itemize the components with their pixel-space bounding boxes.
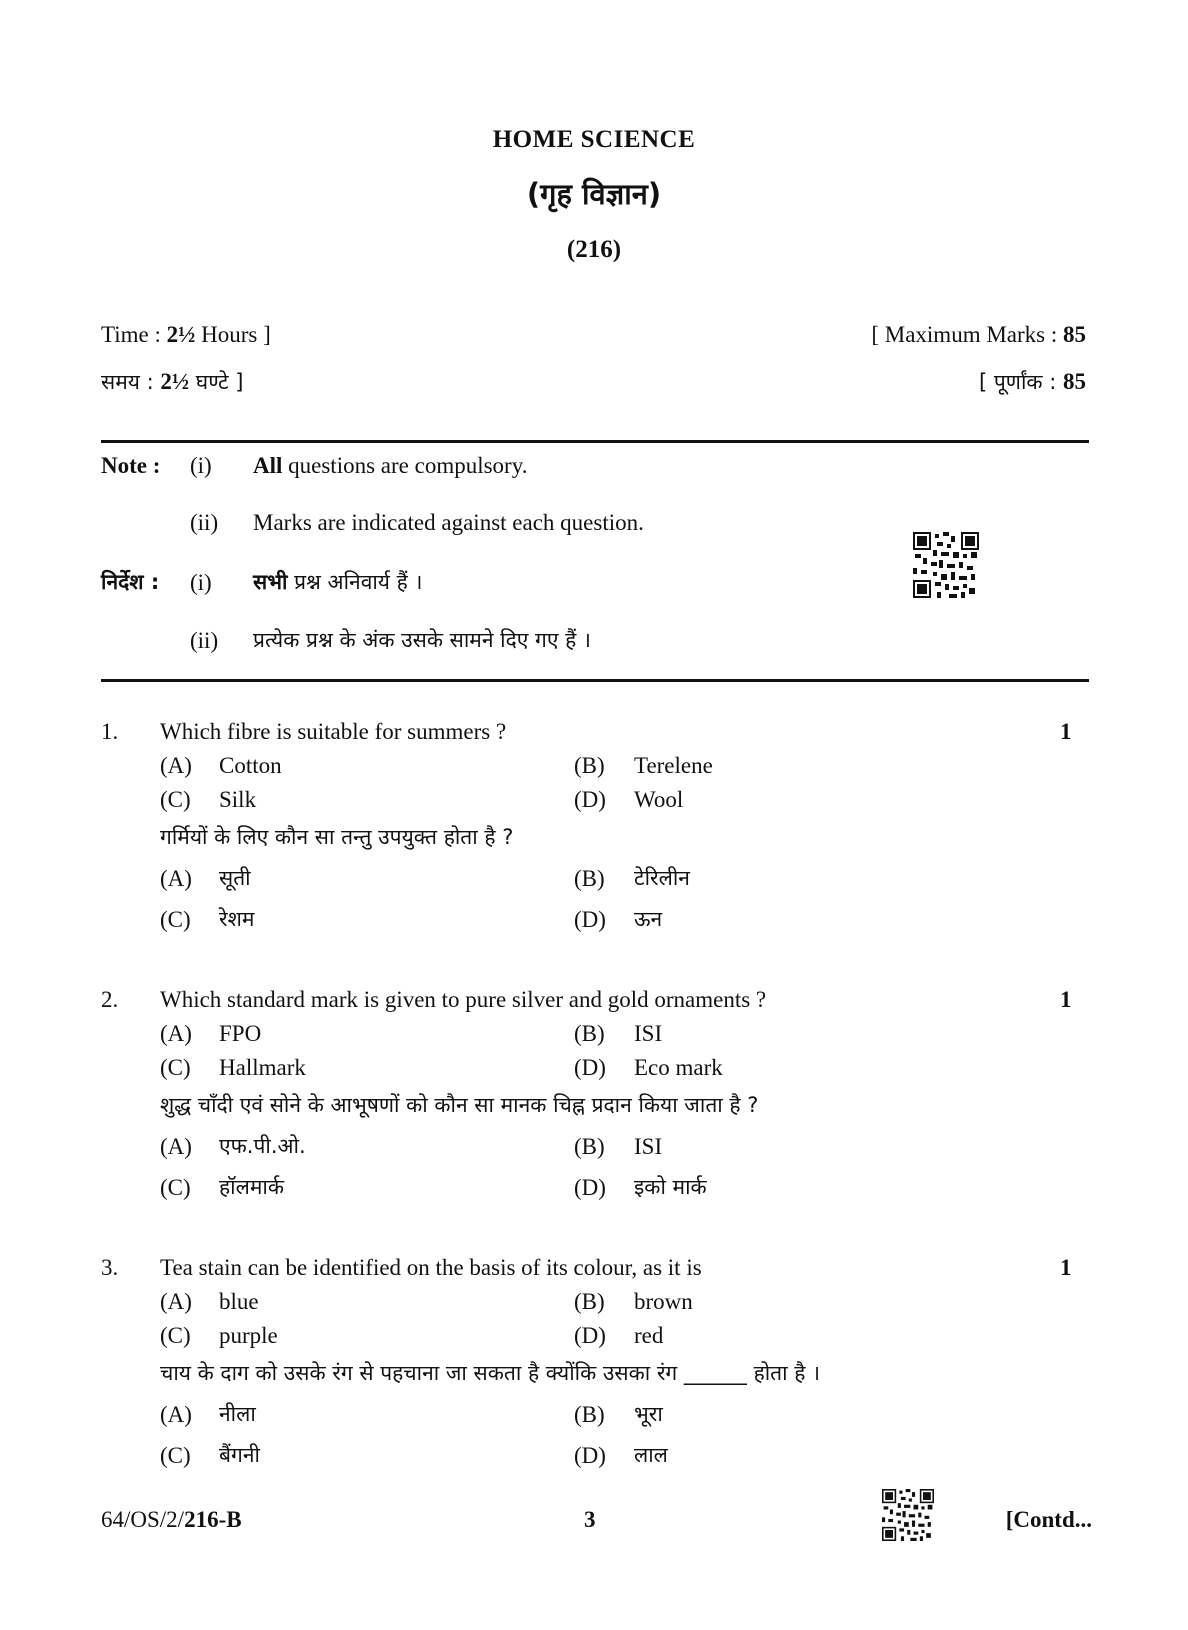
nirdesh-ii-text: प्रत्येक प्रश्न के अंक उसके सामने दिए गए हैं ।	[253, 628, 591, 652]
nirdesh-ii-number: (ii)	[190, 628, 219, 653]
option-letter: (D)	[574, 1175, 606, 1200]
max-marks-label: [ Maximum Marks :	[871, 322, 1063, 347]
option-text: FPO	[219, 1021, 262, 1046]
time-hindi	[101, 368, 243, 396]
paper-code	[101, 1507, 242, 1533]
option-text: brown	[634, 1289, 693, 1314]
time-english	[101, 322, 271, 348]
time-label: Time :	[101, 322, 167, 347]
time-value: 2½	[166, 322, 196, 347]
question-number: 2.	[101, 987, 119, 1012]
option-text: Silk	[219, 787, 257, 812]
option-letter: (A)	[160, 1289, 192, 1314]
option-text: Eco mark	[634, 1055, 723, 1080]
option-text-hindi: बैंगनी	[219, 1443, 260, 1467]
option-letter: (B)	[574, 1289, 605, 1314]
option-letter: (D)	[574, 1443, 606, 1468]
question-marks: 1	[1060, 987, 1072, 1012]
note-i-rest: questions are compulsory.	[282, 453, 528, 478]
question-text: Which fibre is suitable for summers ?	[160, 719, 507, 744]
max-marks-hindi-label: [ पूर्णांक :	[979, 370, 1063, 394]
option-text: Wool	[634, 787, 684, 812]
option-letter: (A)	[160, 753, 192, 778]
subject-title: HOME SCIENCE	[492, 126, 696, 153]
nirdesh-i-text	[253, 568, 422, 596]
option-text-hindi: एफ.पी.ओ.	[219, 1134, 306, 1158]
nirdesh-i-bold: सभी	[253, 570, 288, 594]
subject-title-hindi: (गृह विज्ञान)	[526, 177, 662, 211]
note-label: Note :	[101, 453, 161, 478]
option-text-hindi: भूरा	[634, 1402, 663, 1426]
question-marks: 1	[1060, 1255, 1072, 1280]
question-text-hindi: गर्मियों के लिए कौन सा तन्तु उपयुक्त होता है ?	[160, 825, 514, 849]
question-text: Tea stain can be identified on the basis of its colour, as it is	[160, 1255, 702, 1280]
option-text: Hallmark	[219, 1055, 306, 1080]
note-i-text	[253, 453, 527, 479]
option-text: Cotton	[219, 753, 282, 778]
time-hindi-label: समय :	[101, 370, 161, 394]
option-text: purple	[219, 1323, 278, 1348]
option-text-hindi: सूती	[219, 866, 251, 890]
nirdesh-label: निर्देश :	[101, 570, 160, 594]
question-number: 1.	[101, 719, 119, 744]
continued-label: [Contd...	[1005, 1507, 1092, 1532]
option-letter: (A)	[160, 866, 192, 891]
option-text-hindi: नीला	[219, 1402, 256, 1426]
option-letter: (A)	[160, 1134, 192, 1159]
option-letter: (D)	[574, 1055, 606, 1080]
option-letter: (B)	[574, 753, 605, 778]
nirdesh-i-rest: प्रश्न अनिवार्य हैं ।	[287, 570, 423, 594]
subject-code: (216)	[566, 236, 622, 263]
option-text-hindi: ISI	[634, 1134, 663, 1159]
question-number: 3.	[101, 1255, 119, 1280]
option-text-hindi: लाल	[634, 1443, 668, 1467]
time-hindi-value: 2½	[160, 369, 190, 394]
option-text-hindi: रेशम	[219, 907, 255, 931]
max-marks-value: 85	[1063, 322, 1086, 347]
paper-code-prefix: 64/OS/2/	[101, 1507, 185, 1532]
qr-code-footer-icon	[882, 1489, 934, 1541]
question-marks: 1	[1060, 719, 1072, 744]
option-text-hindi: हॉलमार्क	[219, 1175, 284, 1199]
divider-top	[101, 440, 1089, 443]
option-letter: (C)	[160, 1055, 191, 1080]
divider-bottom	[101, 679, 1089, 682]
time-hindi-unit: घण्टे ]	[189, 370, 244, 394]
max-marks-hindi-value: 85	[1063, 369, 1086, 394]
option-letter: (D)	[574, 907, 606, 932]
time-unit: Hours ]	[195, 322, 271, 347]
option-letter: (C)	[160, 907, 191, 932]
option-letter: (B)	[574, 1402, 605, 1427]
option-letter: (B)	[574, 1021, 605, 1046]
note-i-number: (i)	[190, 453, 212, 478]
option-text: ISI	[634, 1021, 663, 1046]
nirdesh-i-number: (i)	[190, 570, 212, 595]
option-letter: (C)	[160, 1323, 191, 1348]
option-text-hindi: ऊन	[634, 907, 663, 931]
option-text-hindi: इको मार्क	[634, 1175, 707, 1199]
page-number: 3	[584, 1507, 596, 1532]
qr-code-icon	[913, 532, 979, 598]
option-letter: (A)	[160, 1402, 192, 1427]
question-text-hindi: चाय के दाग को उसके रंग से पहचाना जा सकता है क्योंकि उसका रंग ______ होता है ।	[160, 1361, 821, 1385]
option-letter: (B)	[574, 866, 605, 891]
question-text-hindi: शुद्ध चाँदी एवं सोने के आभूषणों को कौन सा मानक चिह्न प्रदान किया जाता है ?	[160, 1093, 759, 1117]
max-marks-hindi	[979, 368, 1086, 396]
option-letter: (D)	[574, 1323, 606, 1348]
option-letter: (C)	[160, 1443, 191, 1468]
note-ii-number: (ii)	[190, 510, 219, 535]
option-text: red	[634, 1323, 664, 1348]
option-text: Terelene	[634, 753, 713, 778]
option-text: blue	[219, 1289, 259, 1314]
max-marks-english	[871, 322, 1086, 348]
question-text: Which standard mark is given to pure silver and gold ornaments ?	[160, 987, 767, 1012]
option-letter: (B)	[574, 1134, 605, 1159]
note-i-bold: All	[253, 453, 283, 478]
note-ii-text: Marks are indicated against each question.	[253, 510, 644, 535]
paper-code-bold: 216-B	[184, 1507, 242, 1532]
option-letter: (A)	[160, 1021, 192, 1046]
option-text-hindi: टेरिलीन	[634, 866, 690, 890]
option-letter: (D)	[574, 787, 606, 812]
option-letter: (C)	[160, 1175, 191, 1200]
option-letter: (C)	[160, 787, 191, 812]
